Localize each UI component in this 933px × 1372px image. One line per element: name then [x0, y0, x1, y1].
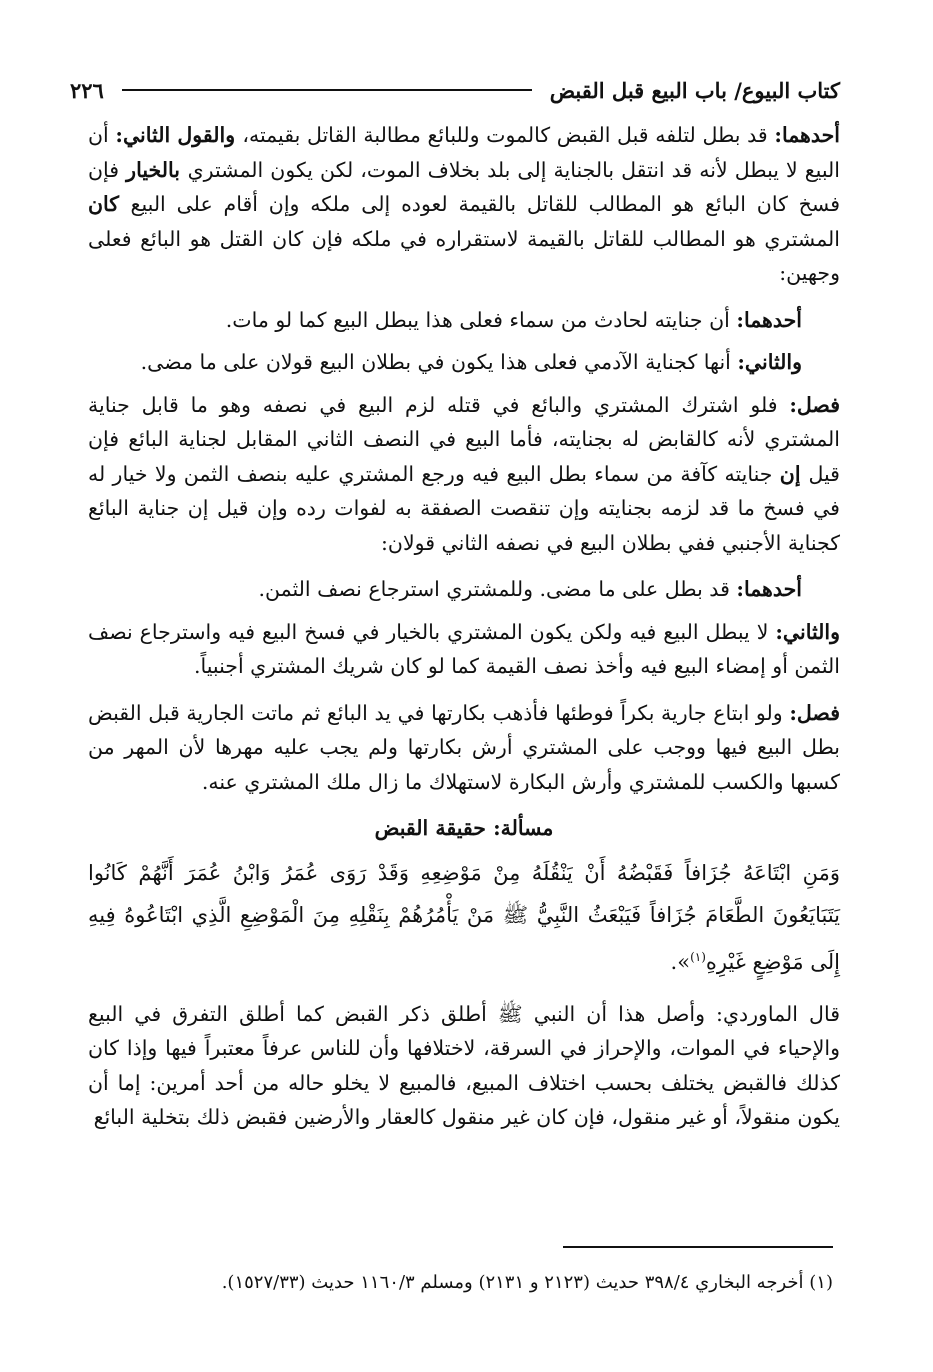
- p2-lead: أحدهما:: [736, 307, 802, 332]
- page-body: [88, 118, 840, 1147]
- paragraph-1: [88, 118, 840, 291]
- p1-lead3: بالخيار: [126, 157, 188, 182]
- paragraph-5: [88, 572, 840, 607]
- p4-text2: جنايته كآفة من سماء بطل البيع فيه ورجع المشتري عليه بنصف الثمن ولا خيار له في فسخ ما قد لزمه بجنايته وإن تنقصت الصفقة به لفوات رده وإن قيل إن جناية البائع كجناية الأجنبي ففي بطلان البيع في نصفه الثاني قولان:: [88, 461, 840, 555]
- section-heading: مسألة: حقيقة القبض: [374, 816, 554, 840]
- p7-text: ولو ابتاع جارية بكراً فوطئها فأذهب بكارتها في يد البائع ثم ماتت الجارية قبل القبض بطل البيع فيها ووجب على المشتري أرش بكارتها ولم يجب عليه مهرها لأن المهر من كسبها والكسب للمشتري وأرش البكارة لاستهلاك ما زال ملك المشتري عنه.: [88, 700, 840, 794]
- quote-text: وَمَنِ ابْتَاعَهُ جُزَافاً فَقَبْضُهُ أَنْ يَنْقُلَهُ مِنْ مَوْضِعِهِ وَقَدْ رَوَى عُمَرُ وَابْنُ عُمَرَ أَنَّهُمْ كَانُوا يَتَبَايَعُونَ الطَّعَامَ جُزَافاً فَيَبْعَثُ النَّبِيُّ ﷺ مَنْ يَأْمُرُهُمْ بِنَقْلِهِ مِنَ الْمَوْضِعِ الَّذِي ابْتَاعُوهُ فِيهِ إِلَى مَوْضِعٍ غَيْرِهِ: [88, 860, 840, 974]
- page-number: ٢٢٦: [70, 77, 104, 103]
- header-rule: [122, 89, 532, 91]
- p5-lead: أحدهما:: [736, 577, 802, 601]
- footnote: [93, 1268, 833, 1298]
- p4-lead2: إن: [779, 461, 809, 486]
- footnote-ref: (١): [690, 949, 706, 964]
- p6-lead: والثاني:: [775, 619, 840, 644]
- p1-lead2: والقول الثاني:: [115, 123, 243, 147]
- p1-text4: المشتري هو المطالب للقاتل بالقيمة لاستقراره في ملكه فإن كان القتل هو البائع فعلى وجهين:: [88, 226, 840, 285]
- p8-text: قال الماوردي: وأصل هذا أن النبي ﷺ أطلق ذكر القبض كما أطلق التفرق في البيع والإحياء في الموات، والإحراز في السرقة، لاختلافها وأن للناس عرفاً معتبراً فيها وإذا كان كذلك فالقبض يختلف بحسب اختلاف المبيع، فالمبيع لا يخلو حاله من أحد أمرين: إما أن يكون منقولاً، أو غير منقول، فإن كان غير منقول كالعقار والأرضين فقبض ذلك بتخلية البائع: [88, 1001, 840, 1129]
- paragraph-6: [88, 615, 840, 684]
- p6-text: لا يبطل البيع فيه ولكن يكون المشتري بالخيار في فسخ البيع فيه واسترجاع نصف الثمن أو إمضاء البيع فيه وأخذ نصف القيمة كما لو كان شريك المشتري أجنبياً.: [88, 619, 840, 678]
- paragraph-3: [88, 345, 840, 380]
- p1-text2: أن البيع لا يبطل لأنه قد انتقل بالجناية إلى بلد بخلاف الموت، لكن يكون المشتري: [88, 123, 840, 182]
- running-header: [70, 70, 840, 110]
- paragraph-2: [88, 303, 840, 338]
- header-title: كتاب البيوع/ باب البيع قبل القبض: [549, 77, 840, 103]
- paragraph-4: [88, 388, 840, 561]
- p1-lead1: أحدهما:: [774, 123, 840, 147]
- p1-text3: فإن فسخ كان البائع هو المطالب للقاتل بالقيمة لعوده إلى ملكه وإن أقام على البيع: [88, 157, 841, 216]
- quote-end: ».: [670, 949, 691, 974]
- p3-text: أنها كجناية الآدمي فعلى هذا يكون في بطلان البيع قولان على ما مضى.: [140, 350, 738, 374]
- quoted-text: [88, 852, 840, 983]
- p4-text1: فلو اشترك المشتري والبائع في قتله لزم البيع في نصفه وهو ما قابل جناية المشتري لأنه كالقابض له بجنايته، فأما البيع في النصف الثاني المقابل لجناية البائع فإن قيل: [88, 392, 840, 486]
- p5-text: قد بطل على ما مضى. وللمشتري استرجاع نصف الثمن.: [258, 577, 737, 601]
- paragraph-7: [88, 696, 840, 800]
- p2-text: أن جنايته لحادث من سماء فعلى هذا يبطل البيع كما لو مات.: [225, 307, 737, 332]
- p1-text1: قد بطل لتلفه قبل القبض كالموت وللبائع مطالبة القاتل بقيمته،: [242, 123, 775, 147]
- p7-lead: فصل:: [789, 700, 840, 725]
- paragraph-8: [88, 997, 840, 1135]
- footnote-text: أخرجه البخاري ٣٩٨/٤ حديث (٢١٢٣ و ٢١٣١) ومسلم ١١٦٠/٣ حديث (١٥٢٧/٣٣).: [221, 1272, 804, 1293]
- p3-lead: والثاني:: [737, 350, 802, 374]
- footnote-marker: (١): [809, 1272, 833, 1293]
- footnote-rule: [563, 1246, 833, 1248]
- p4-lead: فصل:: [789, 392, 840, 417]
- p1-lead4: كان: [88, 192, 131, 216]
